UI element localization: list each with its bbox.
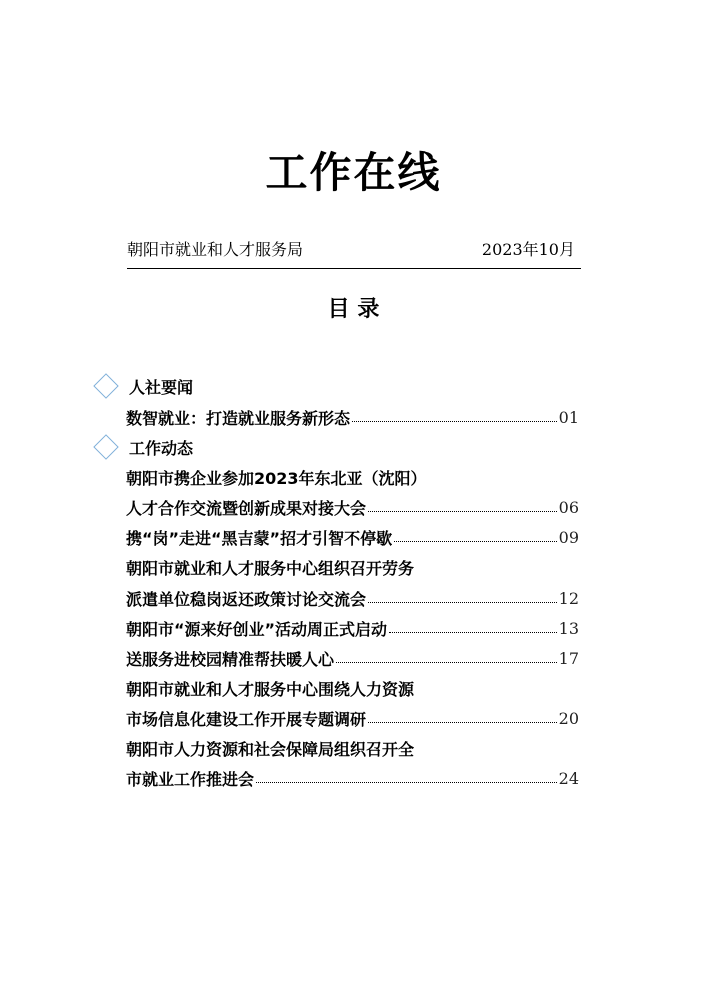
masthead bbox=[127, 237, 581, 261]
toc-page-number: 06 bbox=[558, 497, 579, 517]
toc-entry-title: 朝阳市就业和人才服务中心围绕人力资源 bbox=[126, 679, 415, 699]
issue-date: 2023年10月 bbox=[481, 240, 575, 259]
dot-leader bbox=[368, 602, 557, 603]
toc-entry-title: 市场信息化建设工作开展专题调研 bbox=[126, 709, 367, 729]
dot-leader bbox=[336, 662, 557, 663]
toc-entry-title: 朝阳市人力资源和社会保障局组织召开全 bbox=[126, 739, 415, 759]
toc-entry-title: 派遣单位稳岗返还政策讨论交流会 bbox=[126, 589, 367, 609]
toc-entry-06-line2[interactable] bbox=[126, 492, 579, 522]
toc-entry-24-line1[interactable] bbox=[126, 733, 579, 763]
toc-heading: 目 录 bbox=[327, 297, 380, 322]
dot-leader bbox=[368, 511, 557, 512]
toc-entry-title: 朝阳市“源来好创业”活动周正式启动 bbox=[126, 619, 388, 639]
toc-entry-13[interactable] bbox=[126, 613, 579, 643]
toc-entry-17[interactable] bbox=[126, 643, 579, 673]
toc-page-number: 24 bbox=[558, 768, 579, 788]
toc-entry-title: 携“岗”走进“黑吉蒙”招才引智不停歇 bbox=[126, 528, 393, 548]
diamond-icon bbox=[93, 373, 118, 398]
toc-page-number: 01 bbox=[558, 407, 579, 427]
toc-entry-06-line1[interactable] bbox=[126, 462, 579, 492]
toc-entry-title: 市就业工作推进会 bbox=[126, 769, 255, 789]
toc-entry-24-line2[interactable] bbox=[126, 763, 579, 793]
toc-entry-01[interactable] bbox=[126, 402, 579, 432]
toc-entry-title: 朝阳市就业和人才服务中心组织召开劳务 bbox=[126, 558, 415, 578]
toc-entry-20-line1[interactable] bbox=[126, 673, 579, 703]
toc-page-number: 09 bbox=[558, 527, 579, 547]
toc-page-number: 12 bbox=[558, 588, 579, 608]
toc-page-number: 17 bbox=[558, 648, 579, 668]
toc-page-number: 13 bbox=[558, 618, 579, 638]
toc-entry-title: 人才合作交流暨创新成果对接大会 bbox=[126, 498, 367, 518]
toc-entry-12-line1[interactable] bbox=[126, 552, 579, 582]
section-label: 人社要闻 bbox=[129, 377, 194, 397]
dot-leader bbox=[394, 541, 557, 542]
toc-section-news bbox=[92, 371, 193, 401]
dot-leader bbox=[368, 722, 557, 723]
document-title: 工作在线 bbox=[265, 148, 442, 197]
toc-entry-title: 朝阳市携企业参加2023年东北亚（沈阳） bbox=[126, 468, 427, 488]
diamond-icon bbox=[93, 434, 118, 459]
toc-entry-20-line2[interactable] bbox=[126, 703, 579, 733]
dot-leader bbox=[256, 782, 557, 783]
section-label: 工作动态 bbox=[129, 438, 194, 458]
toc-entry-title: 送服务进校园精准帮扶暖人心 bbox=[126, 649, 335, 669]
toc-page-number: 20 bbox=[558, 708, 579, 728]
toc-entry-title: 数智就业：打造就业服务新形态 bbox=[126, 408, 351, 428]
dot-leader bbox=[389, 632, 557, 633]
toc-entry-12-line2[interactable] bbox=[126, 583, 579, 613]
dot-leader bbox=[352, 421, 557, 422]
toc-section-work-updates bbox=[92, 432, 193, 462]
publisher-name: 朝阳市就业和人才服务局 bbox=[127, 240, 304, 259]
header-divider bbox=[127, 268, 581, 269]
toc-entry-09[interactable] bbox=[126, 522, 579, 552]
